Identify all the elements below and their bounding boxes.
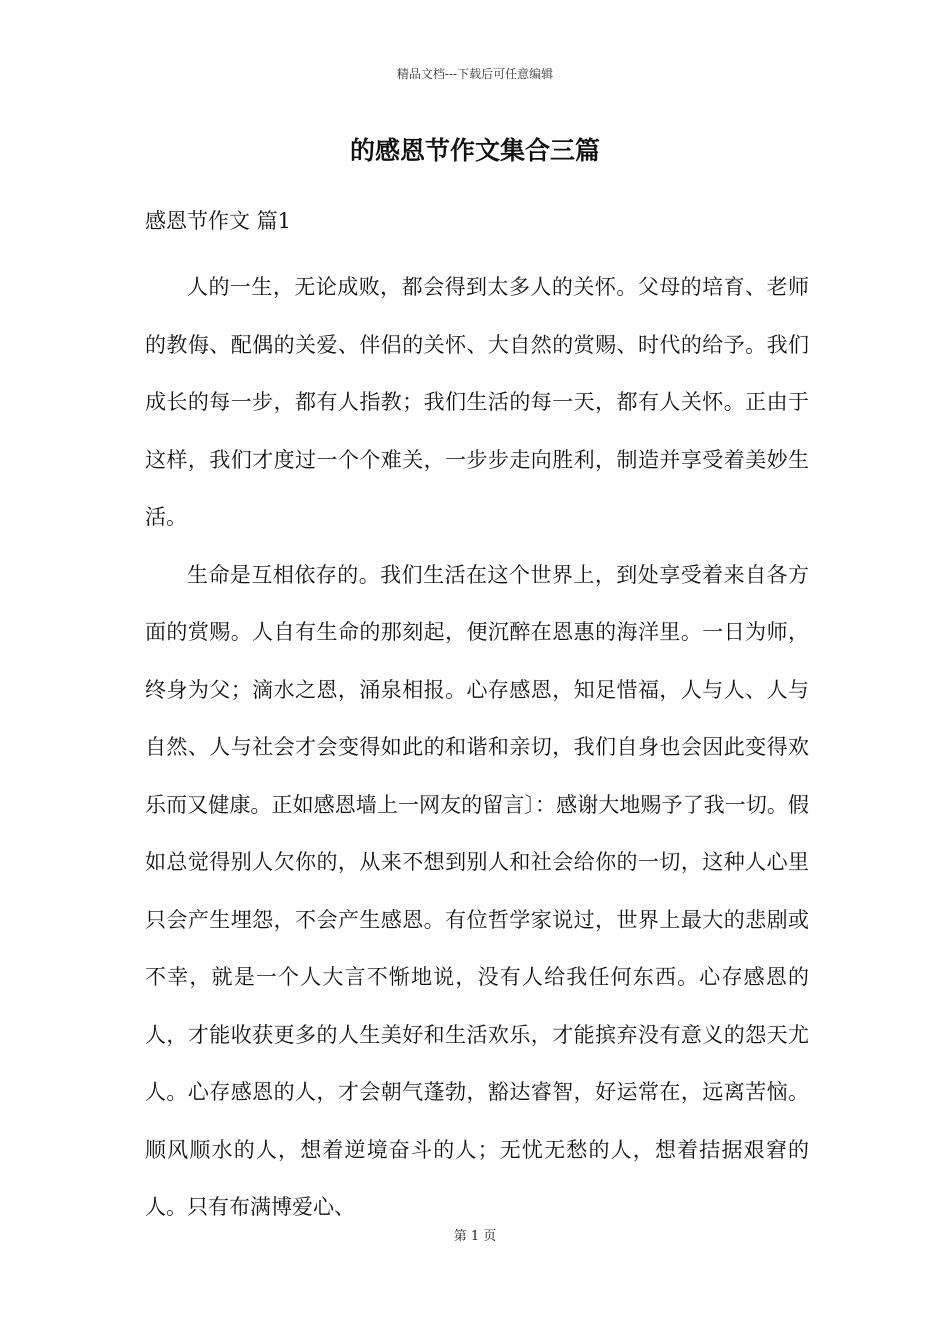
- header-note: 精品文档---下载后可任意编辑: [396, 67, 554, 81]
- document-title: 的感恩节作文集合三篇: [349, 136, 600, 165]
- paragraph: 人的一生，无论成败，都会得到太多人的关怀。父母的培育、老师的教侮、配偶的关爱、伴侣的关怀、大自然的赏赐、时代的给予。我们成长的每一步，都有人指教；我们生活的每一天，都有人关怀。正由于这样，我们才度过一个个难关，一步步走向胜利，制造并享受着美妙生活。: [145, 275, 809, 529]
- body-text: [145, 259, 809, 1237]
- section-heading: 感恩节作文 篇1: [145, 209, 292, 233]
- paragraph: 生命是互相依存的。我们生活在这个世界上，到处享受着来自各方面的赏赐。人自有生命的那刻起，便沉醉在恩惠的海洋里。一日为师，终身为父；滴水之恩，涌泉相报。心存感恩，知足惜福，人与人、人与自然、人与社会才会变得如此的和谐和亲切，我们自身也会因此变得欢乐而又健康。正如感恩墙上一网友的留言〕：感谢大地赐予了我一切。假如总觉得别人欠你的，从来不想到别人和社会给你的一切，这种人心里只会产生埋怨，不会产生感恩。有位哲学家说过，世界上最大的悲剧或不幸，就是一个人大言不惭地说，没有人给我任何东西。心存感恩的人，才能收获更多的人生美好和生活欢乐，才能摈弃没有意义的怨天尤人。心存感恩的人，才会朝气蓬勃，豁达睿智，好运常在，远离苦恼。顺风顺水的人，想着逆境奋斗的人；无忧无愁的人，想着拮据艰窘的人。只有布满博爱心、: [145, 562, 809, 1219]
- page-number: 第 1 页: [453, 1229, 497, 1244]
